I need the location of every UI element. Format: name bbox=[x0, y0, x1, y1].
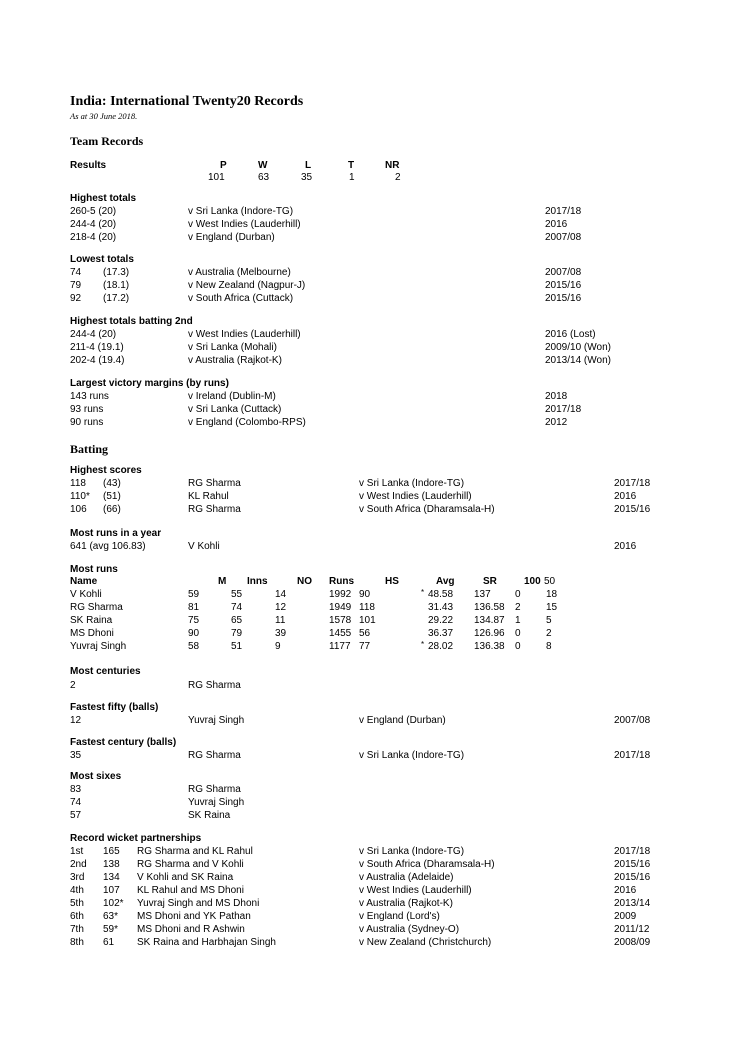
victory-margin-runs: 143 runs bbox=[70, 391, 109, 402]
partnership-runs: 165 bbox=[103, 846, 120, 857]
partnership-runs: 63* bbox=[103, 911, 119, 922]
victory-margin-runs: 93 runs bbox=[70, 404, 104, 415]
most-runs-runs: 1578 bbox=[329, 615, 352, 626]
highest-score-opponent: v South Africa (Dharamsala-H) bbox=[359, 504, 495, 515]
results-header-nr: NR bbox=[385, 160, 400, 171]
highest-score-runs: 118 bbox=[70, 478, 86, 489]
highest-score-season: 2016 bbox=[614, 491, 637, 502]
results-header-l: L bbox=[305, 160, 312, 171]
victory-margin-season: 2012 bbox=[545, 417, 568, 428]
most-runs-col-no: NO bbox=[297, 576, 312, 587]
partnership-season: 2011/12 bbox=[614, 924, 650, 935]
lowest-total-opponent: v Australia (Melbourne) bbox=[188, 267, 291, 278]
most-runs-100: 1 bbox=[515, 615, 521, 626]
highest-2nd-season: 2013/14 (Won) bbox=[545, 355, 611, 366]
most-runs-inns: 79 bbox=[231, 628, 243, 639]
partnership-wicket: 7th bbox=[70, 924, 84, 935]
lowest-total-season: 2007/08 bbox=[545, 267, 582, 278]
most-runs-inns: 65 bbox=[231, 615, 243, 626]
lowest-total-overs: (18.1) bbox=[103, 280, 130, 291]
most-runs-col-sr: SR bbox=[483, 576, 497, 587]
partnership-pair: RG Sharma and V Kohli bbox=[137, 859, 244, 870]
fastest-fifty-heading: Fastest fifty (balls) bbox=[70, 702, 159, 713]
lowest-total-season: 2015/16 bbox=[545, 293, 582, 304]
most-runs-avg: 36.37 bbox=[428, 628, 454, 639]
highest-2nd-score: 244-4 (20) bbox=[70, 329, 117, 340]
most-runs-no: 39 bbox=[275, 628, 287, 639]
partnership-opponent: v Australia (Sydney-O) bbox=[359, 924, 460, 935]
most-runs-runs: 1177 bbox=[329, 641, 351, 652]
partnership-runs: 138 bbox=[103, 859, 120, 870]
most-runs-no: 12 bbox=[275, 602, 287, 613]
highest-score-season: 2017/18 bbox=[614, 478, 651, 489]
results-label: Results bbox=[70, 160, 107, 171]
most-sixes-player: SK Raina bbox=[188, 810, 231, 821]
most-runs-col-m: M bbox=[218, 576, 227, 587]
most-runs-year-heading: Most runs in a year bbox=[70, 528, 162, 539]
highest-score-opponent: v Sri Lanka (Indore-TG) bbox=[359, 478, 465, 489]
most-runs-sr: 136.38 bbox=[474, 641, 505, 652]
highest-score-balls: (43) bbox=[103, 478, 121, 489]
partnership-opponent: v Australia (Rajkot-K) bbox=[359, 898, 453, 909]
lowest-total-overs: (17.2) bbox=[103, 293, 130, 304]
results-value-nr: 2 bbox=[395, 172, 401, 183]
most-runs-runs: 1949 bbox=[329, 602, 352, 613]
most-runs-100: 2 bbox=[515, 602, 521, 613]
partnership-opponent: v Australia (Adelaide) bbox=[359, 872, 454, 883]
most-runs-hs: 90 bbox=[359, 589, 371, 600]
most-runs-year-season: 2016 bbox=[614, 541, 637, 552]
most-runs-50: 2 bbox=[546, 628, 552, 639]
most-sixes-heading: Most sixes bbox=[70, 771, 122, 782]
highest-score-season: 2015/16 bbox=[614, 504, 651, 515]
victory-margin-season: 2018 bbox=[545, 391, 568, 402]
partnership-season: 2013/14 bbox=[614, 898, 651, 909]
partnership-opponent: v Sri Lanka (Indore-TG) bbox=[359, 846, 465, 857]
team-records-heading: Team Records bbox=[70, 134, 144, 148]
results-value-t: 1 bbox=[349, 172, 355, 183]
most-runs-heading: Most runs bbox=[70, 564, 118, 575]
highest-total-season: 2016 bbox=[545, 219, 568, 230]
fastest-fifty-player: Yuvraj Singh bbox=[188, 715, 245, 726]
results-value-w: 63 bbox=[258, 172, 270, 183]
partnership-season: 2016 bbox=[614, 885, 637, 896]
results-value-l: 35 bbox=[301, 172, 313, 183]
most-runs-col-avg: Avg bbox=[436, 576, 455, 587]
victory-margin-opponent: v Ireland (Dublin-M) bbox=[188, 391, 276, 402]
partnership-pair: Yuvraj Singh and MS Dhoni bbox=[137, 898, 260, 909]
most-centuries-value: 2 bbox=[70, 680, 76, 691]
victory-margin-season: 2017/18 bbox=[545, 404, 582, 415]
highest-2nd-heading: Highest totals batting 2nd bbox=[70, 316, 193, 327]
most-runs-100: 0 bbox=[515, 641, 521, 652]
most-runs-50: 18 bbox=[546, 589, 558, 600]
partnership-season: 2017/18 bbox=[614, 846, 651, 857]
highest-2nd-season: 2016 (Lost) bbox=[545, 329, 596, 340]
lowest-total-score: 92 bbox=[70, 293, 82, 304]
most-runs-col-name: Name bbox=[70, 576, 98, 587]
highest-total-season: 2017/18 bbox=[545, 206, 582, 217]
partnership-season: 2009 bbox=[614, 911, 637, 922]
highest-total-season: 2007/08 bbox=[545, 232, 582, 243]
most-runs-m: 59 bbox=[188, 589, 200, 600]
victory-margin-opponent: v Sri Lanka (Cuttack) bbox=[188, 404, 282, 415]
page-subtitle: As at 30 June 2018. bbox=[70, 111, 138, 121]
most-runs-hs: 101 bbox=[359, 615, 376, 626]
fastest-century-opponent: v Sri Lanka (Indore-TG) bbox=[359, 750, 465, 761]
most-runs-no: 11 bbox=[275, 615, 286, 626]
most-sixes-player: Yuvraj Singh bbox=[188, 797, 245, 808]
partnerships-heading: Record wicket partnerships bbox=[70, 833, 202, 844]
partnership-opponent: v England (Lord's) bbox=[359, 911, 440, 922]
partnership-wicket: 8th bbox=[70, 937, 84, 948]
most-runs-col-runs: Runs bbox=[329, 576, 354, 587]
most-runs-sr: 136.58 bbox=[474, 602, 505, 613]
highest-score-player: RG Sharma bbox=[188, 504, 241, 515]
lowest-totals-heading: Lowest totals bbox=[70, 254, 134, 265]
highest-totals-heading: Highest totals bbox=[70, 193, 137, 204]
most-runs-runs: 1455 bbox=[329, 628, 352, 639]
most-runs-inns: 55 bbox=[231, 589, 243, 600]
lowest-total-score: 74 bbox=[70, 267, 82, 278]
lowest-total-overs: (17.3) bbox=[103, 267, 130, 278]
most-runs-hs: 118 bbox=[359, 602, 375, 613]
highest-2nd-opponent: v West Indies (Lauderhill) bbox=[188, 329, 301, 340]
most-runs-hs: 77 bbox=[359, 641, 371, 652]
most-runs-col-50: 50 bbox=[544, 576, 556, 587]
results-header-t: T bbox=[348, 160, 355, 171]
partnership-runs: 134 bbox=[103, 872, 120, 883]
partnership-season: 2015/16 bbox=[614, 872, 651, 883]
most-runs-50: 8 bbox=[546, 641, 552, 652]
most-runs-year-player: V Kohli bbox=[188, 541, 220, 552]
most-runs-name: Yuvraj Singh bbox=[70, 641, 127, 652]
most-runs-no: 9 bbox=[275, 641, 281, 652]
lowest-total-score: 79 bbox=[70, 280, 82, 291]
highest-score-player: RG Sharma bbox=[188, 478, 241, 489]
most-runs-100: 0 bbox=[515, 628, 521, 639]
partnership-runs: 107 bbox=[103, 885, 120, 896]
most-runs-100: 0 bbox=[515, 589, 521, 600]
fastest-fifty-season: 2007/08 bbox=[614, 715, 651, 726]
most-runs-hs: 56 bbox=[359, 628, 371, 639]
results-value-p: 101 bbox=[208, 172, 225, 183]
partnership-wicket: 5th bbox=[70, 898, 84, 909]
most-runs-50: 5 bbox=[546, 615, 552, 626]
most-runs-50: 15 bbox=[546, 602, 558, 613]
most-runs-inns: 74 bbox=[231, 602, 243, 613]
partnership-pair: MS Dhoni and R Ashwin bbox=[137, 924, 245, 935]
most-runs-inns: 51 bbox=[231, 641, 243, 652]
partnership-season: 2015/16 bbox=[614, 859, 651, 870]
most-runs-sr: 126.96 bbox=[474, 628, 505, 639]
victory-margin-opponent: v England (Colombo-RPS) bbox=[188, 417, 306, 428]
highest-2nd-opponent: v Sri Lanka (Mohali) bbox=[188, 342, 277, 353]
results-header-p: P bbox=[220, 160, 227, 171]
highest-total-opponent: v West Indies (Lauderhill) bbox=[188, 219, 301, 230]
most-runs-sr: 137 bbox=[474, 589, 491, 600]
partnership-pair: MS Dhoni and YK Pathan bbox=[137, 911, 251, 922]
partnership-runs: 59* bbox=[103, 924, 119, 935]
partnership-pair: KL Rahul and MS Dhoni bbox=[137, 885, 244, 896]
highest-2nd-score: 211-4 (19.1) bbox=[70, 342, 124, 353]
highest-2nd-score: 202-4 (19.4) bbox=[70, 355, 125, 366]
most-runs-m: 90 bbox=[188, 628, 200, 639]
most-runs-avg: 31.43 bbox=[428, 602, 454, 613]
page-title: India: International Twenty20 Records bbox=[70, 94, 304, 109]
most-runs-avg: 29.22 bbox=[428, 615, 454, 626]
most-sixes-player: RG Sharma bbox=[188, 784, 241, 795]
most-sixes-value: 57 bbox=[70, 810, 82, 821]
partnership-opponent: v New Zealand (Christchurch) bbox=[359, 937, 492, 948]
highest-scores-heading: Highest scores bbox=[70, 465, 142, 476]
most-runs-col-hs: HS bbox=[385, 576, 399, 587]
fastest-fifty-opponent: v England (Durban) bbox=[359, 715, 446, 726]
most-centuries-player: RG Sharma bbox=[188, 680, 241, 691]
most-runs-col-inns: Inns bbox=[247, 576, 268, 587]
most-runs-sr: 134.87 bbox=[474, 615, 505, 626]
most-runs-m: 58 bbox=[188, 641, 200, 652]
highest-total-opponent: v Sri Lanka (Indore-TG) bbox=[188, 206, 294, 217]
partnership-wicket: 3rd bbox=[70, 872, 85, 883]
most-runs-m: 75 bbox=[188, 615, 200, 626]
most-runs-name: SK Raina bbox=[70, 615, 113, 626]
most-runs-hs-notout: * bbox=[421, 640, 425, 649]
fastest-century-value: 35 bbox=[70, 750, 82, 761]
highest-total-score: 244-4 (20) bbox=[70, 219, 117, 230]
partnership-wicket: 6th bbox=[70, 911, 84, 922]
victory-margin-runs: 90 runs bbox=[70, 417, 104, 428]
highest-total-score: 260-5 (20) bbox=[70, 206, 117, 217]
fastest-century-heading: Fastest century (balls) bbox=[70, 737, 177, 748]
fastest-fifty-value: 12 bbox=[70, 715, 82, 726]
most-sixes-value: 83 bbox=[70, 784, 82, 795]
partnership-pair: SK Raina and Harbhajan Singh bbox=[137, 937, 276, 948]
partnership-runs: 61 bbox=[103, 937, 115, 948]
highest-total-opponent: v England (Durban) bbox=[188, 232, 275, 243]
batting-heading: Batting bbox=[70, 442, 109, 456]
most-runs-runs: 1992 bbox=[329, 589, 352, 600]
most-runs-avg: 28.02 bbox=[428, 641, 454, 652]
most-sixes-value: 74 bbox=[70, 797, 82, 808]
most-runs-hs-notout: * bbox=[421, 588, 425, 597]
partnership-opponent: v South Africa (Dharamsala-H) bbox=[359, 859, 495, 870]
highest-score-opponent: v West Indies (Lauderhill) bbox=[359, 491, 472, 502]
highest-2nd-opponent: v Australia (Rajkot-K) bbox=[188, 355, 282, 366]
highest-2nd-season: 2009/10 (Won) bbox=[545, 342, 611, 353]
highest-score-balls: (51) bbox=[103, 491, 121, 502]
partnership-opponent: v West Indies (Lauderhill) bbox=[359, 885, 472, 896]
highest-score-balls: (66) bbox=[103, 504, 121, 515]
lowest-total-season: 2015/16 bbox=[545, 280, 582, 291]
partnership-runs: 102* bbox=[103, 898, 124, 909]
most-runs-name: MS Dhoni bbox=[70, 628, 114, 639]
partnership-wicket: 1st bbox=[70, 846, 84, 857]
most-runs-no: 14 bbox=[275, 589, 287, 600]
most-centuries-heading: Most centuries bbox=[70, 666, 141, 677]
fastest-century-season: 2017/18 bbox=[614, 750, 651, 761]
partnership-wicket: 4th bbox=[70, 885, 84, 896]
most-runs-name: V Kohli bbox=[70, 589, 102, 600]
highest-total-score: 218-4 (20) bbox=[70, 232, 117, 243]
results-header-w: W bbox=[258, 160, 268, 171]
lowest-total-opponent: v New Zealand (Nagpur-J) bbox=[188, 280, 306, 291]
most-runs-m: 81 bbox=[188, 602, 200, 613]
lowest-total-opponent: v South Africa (Cuttack) bbox=[188, 293, 294, 304]
highest-score-runs: 110* bbox=[70, 491, 90, 502]
victory-margins-heading: Largest victory margins (by runs) bbox=[70, 378, 229, 389]
partnership-pair: RG Sharma and KL Rahul bbox=[137, 846, 253, 857]
partnership-season: 2008/09 bbox=[614, 937, 651, 948]
most-runs-name: RG Sharma bbox=[70, 602, 123, 613]
fastest-century-player: RG Sharma bbox=[188, 750, 241, 761]
partnership-wicket: 2nd bbox=[70, 859, 87, 870]
highest-score-runs: 106 bbox=[70, 504, 87, 515]
partnership-pair: V Kohli and SK Raina bbox=[137, 872, 234, 883]
most-runs-year-value: 641 (avg 106.83) bbox=[70, 541, 146, 552]
most-runs-avg: 48.58 bbox=[428, 589, 454, 600]
highest-score-player: KL Rahul bbox=[188, 491, 229, 502]
most-runs-col-100: 100 bbox=[524, 576, 541, 587]
